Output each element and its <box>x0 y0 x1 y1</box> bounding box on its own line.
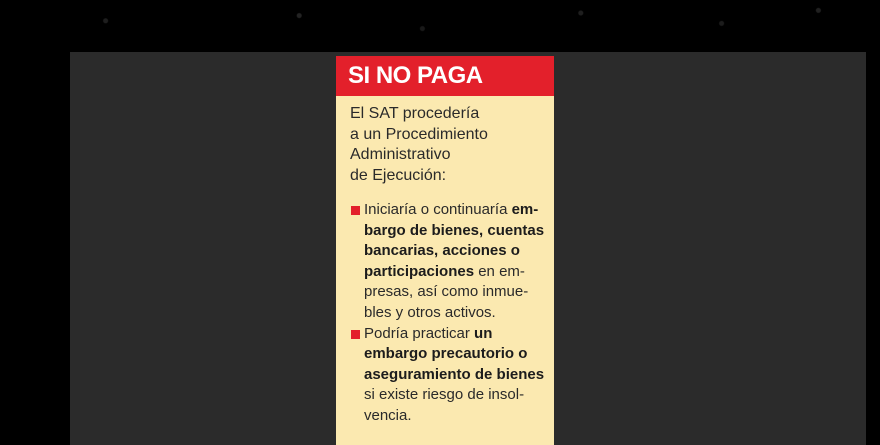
info-card <box>336 56 554 445</box>
bullet-line: bancarias, acciones o <box>364 242 520 260</box>
bullet-line: aseguramiento de bienes <box>364 365 545 383</box>
bullet-line: si existe riesgo de insol- <box>364 386 525 404</box>
red-square-bullet-icon <box>351 206 360 215</box>
card-title: SI NO PAGA <box>336 56 554 96</box>
bullet-line: bargo de bienes, cuentas <box>364 221 545 239</box>
intro-text <box>350 104 546 186</box>
bullet-line: Podría practicar un <box>364 324 493 342</box>
bullet-line: presas, así como inmue- <box>364 283 529 301</box>
intro-line: de Ejecución: <box>350 166 447 184</box>
intro-line: Administrativo <box>350 146 451 163</box>
intro-line: El SAT procedería <box>350 105 480 122</box>
bullet-item-precautorio <box>350 324 550 427</box>
bullet-item-embargo <box>350 200 550 324</box>
bullet-list <box>350 200 550 427</box>
bullet-line: Iniciaría o continuaría em- <box>364 201 539 218</box>
red-square-bullet-icon <box>351 330 360 339</box>
bullet-line: participaciones en em- <box>364 262 525 280</box>
bullet-line: embargo precautorio o <box>364 345 528 363</box>
bullet-line: bles y otros activos. <box>364 303 496 321</box>
intro-line: a un Procedimiento <box>350 125 488 143</box>
background-noise <box>0 0 880 52</box>
bullet-line: vencia. <box>364 406 412 424</box>
